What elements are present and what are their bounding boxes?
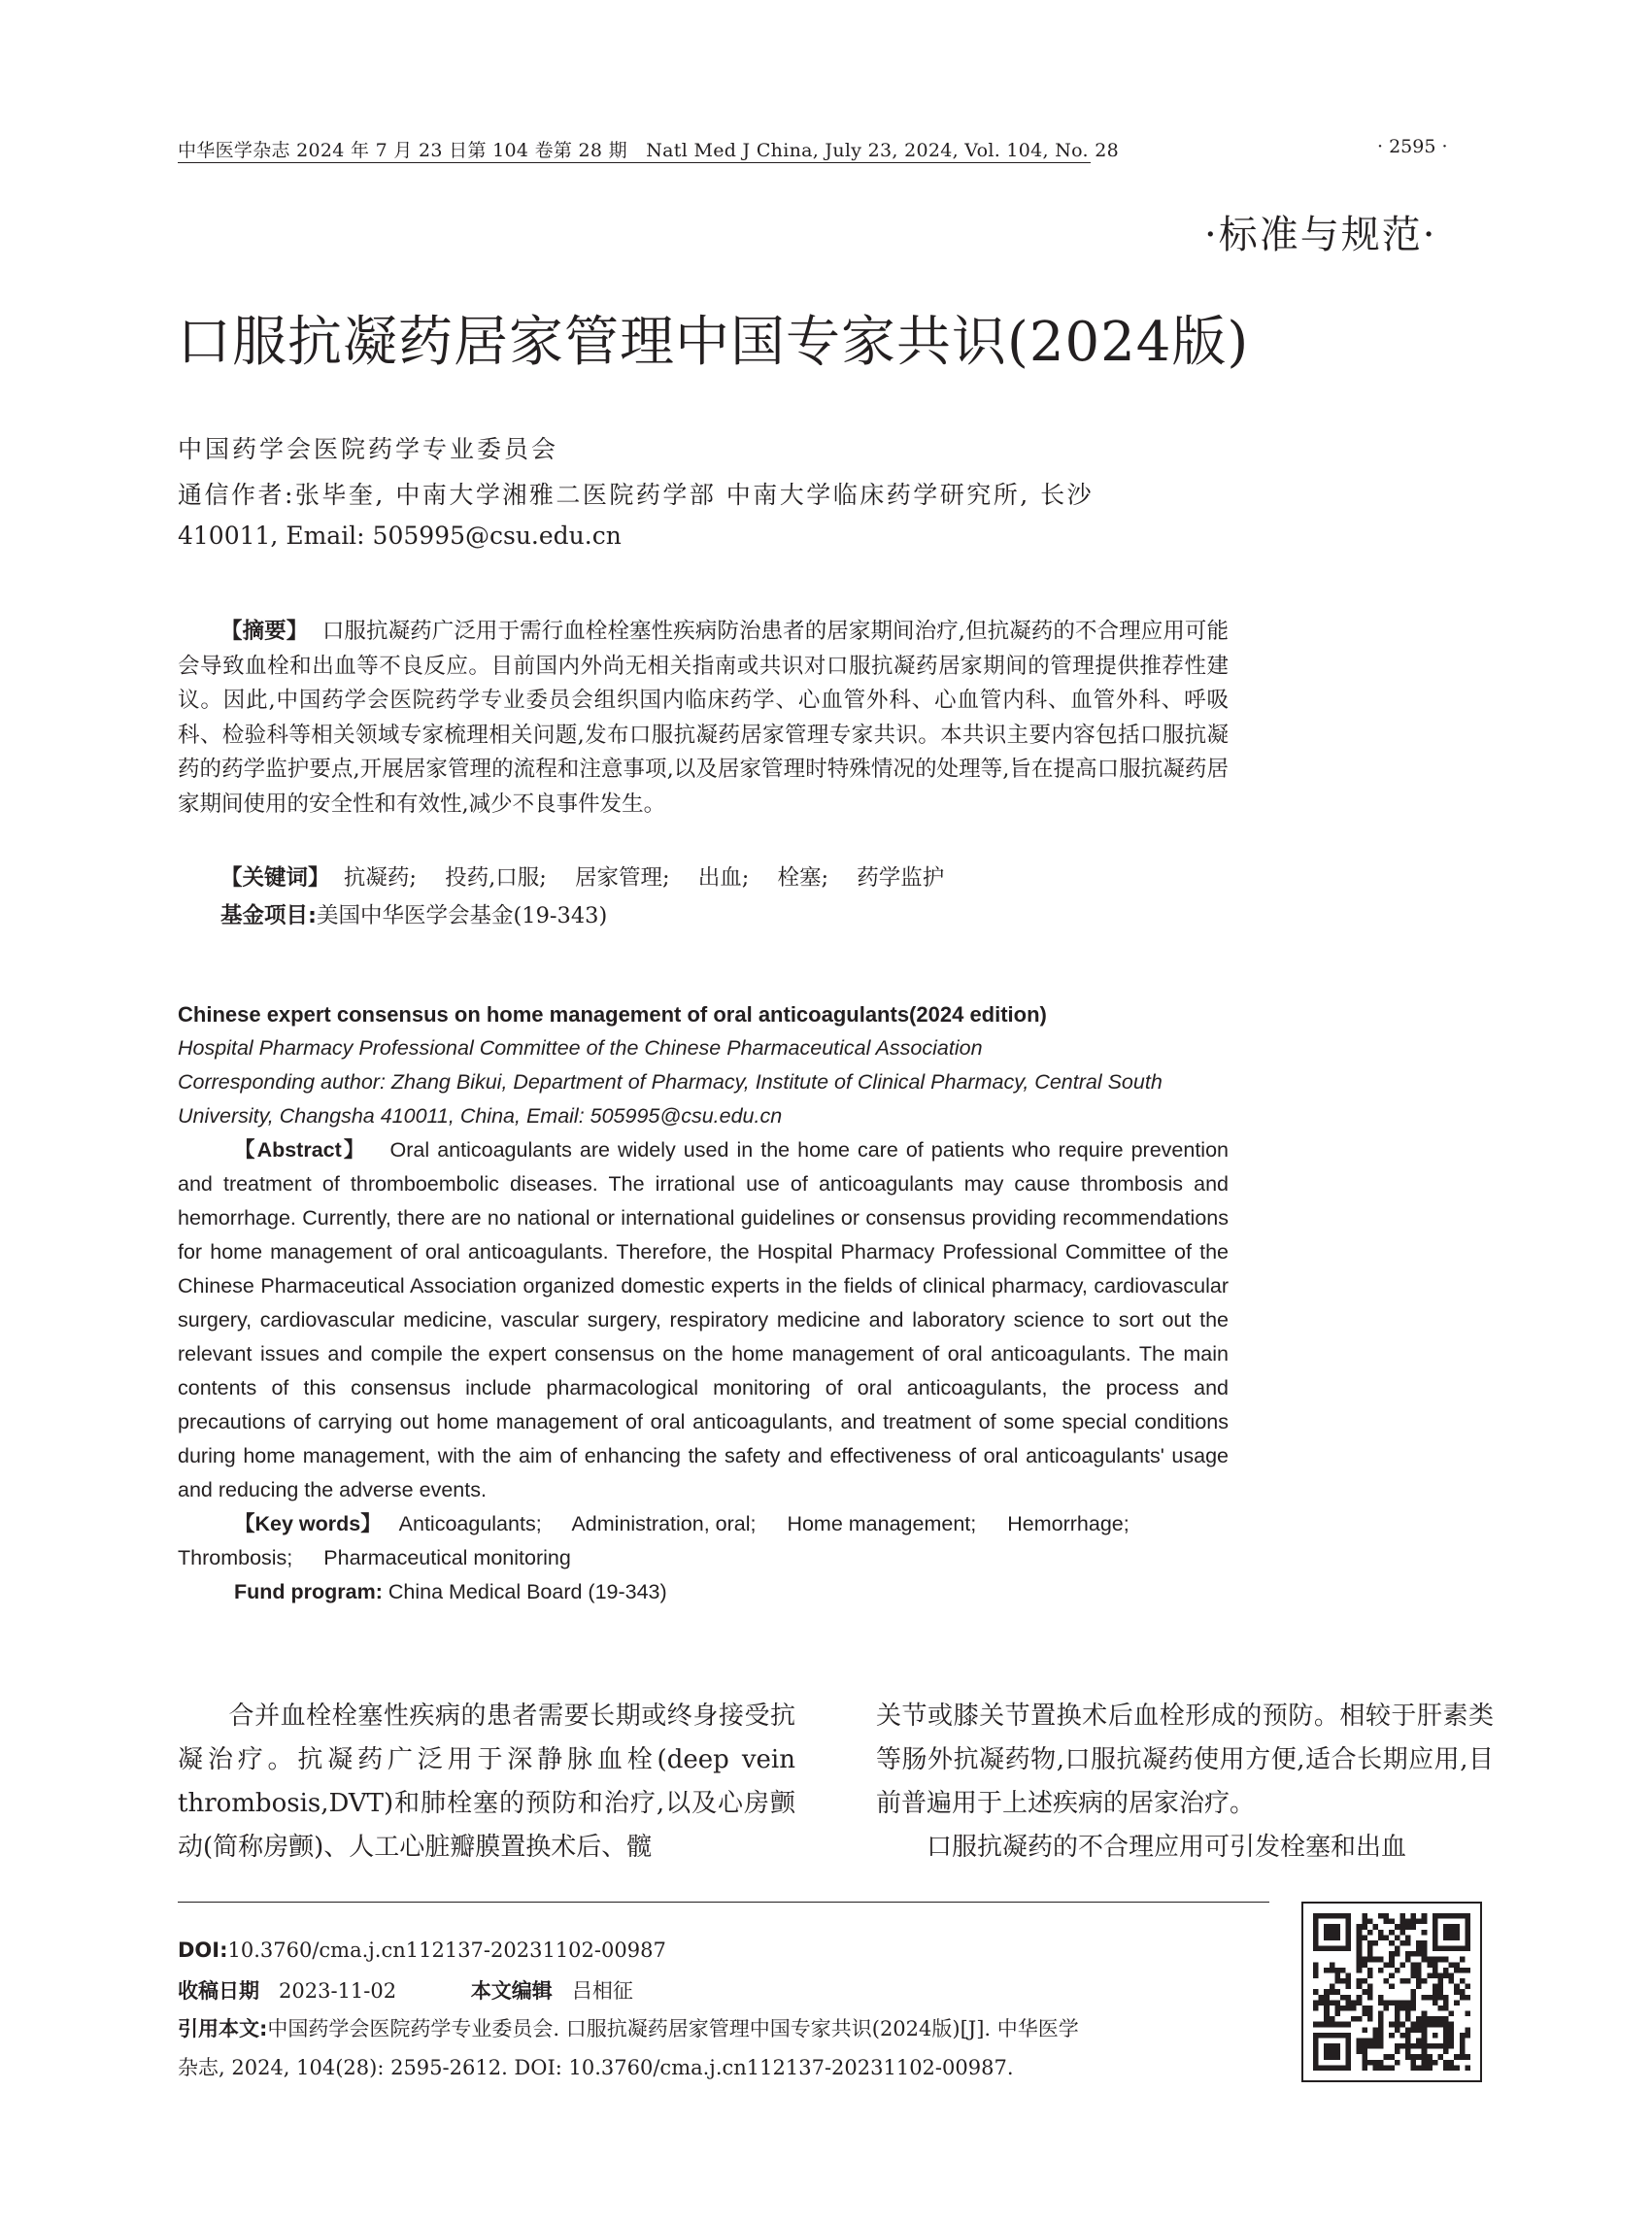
keyword-cn: 栓塞; [777,865,829,891]
keywords-cn [220,860,965,892]
abstract-cn [178,615,1229,822]
footer-rule [178,1902,1269,1903]
keyword-cn: 药学监护 [857,865,945,891]
running-header: 中华医学杂志 2024 年 7 月 23 日第 104 卷第 28 期 Natl Med J China, July 23, 2024, Vol. 104, No. 28 [178,140,1120,161]
abstract-cn-text: 口服抗凝药广泛用于需行血栓栓塞性疾病防治患者的居家期间治疗,但抗凝药的不合理应用可能会导致血栓和出血等不良反应。目前国内外尚无相关指南或共识对口服抗凝药居家期间的管理提供推荐性建议。因此,中国药学会医院药学专业委员会组织国内临床药学、心血管外科、心血管内科、血管外科、呼吸科、检验科等相关领域专家梳理相关问题,发布口服抗凝药居家管理专家共识。本共识主要内容包括口服抗凝药的药学监护要点,开展居家管理的流程和注意事项,以及居家管理时特殊情况的处理等,旨在提高口服抗凝药居家期间使用的安全性和有效性,减少不良事件发生。 [178,619,1229,817]
keyword-cn: 抗凝药; [343,865,417,891]
body-left-text: 合并血栓栓塞性疾病的患者需要长期或终身接受抗凝治疗。抗凝药广泛用于深静脉血栓(deep vein thrombosis,DVT)和肺栓塞的预防和治疗,以及心房颤动(简称房颤)、人工心脏瓣膜置换术后、髋 [178,1702,795,1862]
qr-code-frame[interactable] [1301,1902,1482,2082]
received-line [178,1975,633,2005]
keywords-cn-label: 【关键词】 [220,865,330,891]
keyword-en: Home management; [787,1512,977,1535]
keyword-cn: 居家管理; [574,865,670,891]
column-tag: ·标准与规范· [1204,213,1437,257]
received-label: 收稿日期 [178,1979,259,2003]
fund-en-label: Fund program: [234,1580,383,1603]
citation-text-1: 中国药学会医院药学专业委员会. 口服抗凝药居家管理中国专家共识(2024版)[J]. 中华医学 [267,2017,1079,2040]
fund-en [178,1575,1229,1609]
fund-en-text: China Medical Board (19-343) [388,1580,667,1603]
corresponding-author: 通信作者:张毕奎, 中南大学湘雅二医院药学部 中南大学临床药学研究所, 长沙 [178,481,1095,509]
citation-label: 引用本文: [178,2017,268,2040]
abstract-en-block [178,997,1229,1609]
qr-code-icon [1313,1913,1470,2071]
keywords-en [178,1507,1229,1575]
keyword-en: Thrombosis; [178,1546,293,1569]
keyword-en: Administration, oral; [571,1512,757,1535]
citation-line-2: 杂志, 2024, 104(28): 2595-2612. DOI: 10.3760/cma.j.cn112137-20231102-00987. [178,2056,1014,2079]
doi-value[interactable]: 10.3760/cma.j.cn112137-20231102-00987 [227,1938,666,1962]
keyword-en: Anticoagulants; [398,1512,542,1535]
fund-cn-label: 基金项目: [220,903,317,928]
abstract-en-label: 【Abstract】 [234,1138,367,1162]
body-column-right [876,1695,1494,1870]
received-date: 2023-11-02 [279,1979,397,2003]
page-number: · 2595 · [1377,136,1448,157]
abstract-en [178,1133,1229,1507]
body-right-text-1: 关节或膝关节置换术后血栓形成的预防。相较于肝素类等肠外抗凝药物,口服抗凝药使用方便,适合长期应用,目前普遍用于上述疾病的居家治疗。 [876,1702,1494,1818]
citation-line-1 [178,2013,1079,2042]
doi-line [178,1938,666,1962]
corresponding-author-en: Corresponding author: Zhang Bikui, Department of Pharmacy, Institute of Clinical Pharmacy, Central South University, Changsha 410011, China, Email: 505995@csu.edu.cn [178,1070,1163,1128]
keyword-en: Hemorrhage; [1007,1512,1129,1535]
editor-name: 吕相征 [571,1979,633,2003]
organization-en: Hospital Pharmacy Professional Committee of the Chinese Pharmaceutical Association [178,1036,983,1060]
body-right-text-2: 口服抗凝药的不合理应用可引发栓塞和出血 [927,1833,1407,1862]
abstract-en-text: Oral anticoagulants are widely used in the home care of patients who require prevention and treatment of thromboembolic diseases. The irrational use of anticoagulants may cause thrombosis and hemorrhage. Currently, there are no national or international guidelines or consensus providing recommendations for home management of oral anticoagulants. Therefore, the Hospital Pharmacy Professional Committee of the Chinese Pharmaceutical Association organized domestic experts in the fields of clinical pharmacy, cardiovascular surgery, cardiovascular medicine, vascular surgery, respiratory medicine and laboratory science to sort out the relevant issues and compile the expert consensus on the home management of oral anticoagulants. The main contents of this consensus include pharmacological monitoring of oral anticoagulants, the process and precautions of carrying out home management of oral anticoagulants, and treatment of some special conditions during home management, with the aim of enhancing the safety and effectiveness of oral anticoagulants' usage and reducing the adverse events. [178,1138,1230,1501]
header-rule [178,162,1091,163]
keyword-cn: 出血; [697,865,750,891]
abstract-cn-label: 【摘要】 [220,619,309,644]
doi-label: DOI: [178,1938,228,1962]
keywords-en-label: 【Key words】 [234,1512,382,1535]
title-en: Chinese expert consensus on home management of oral anticoagulants(2024 edition) [178,1002,1047,1027]
corresponding-author-email: 410011, Email: 505995@csu.edu.cn [178,522,622,550]
keyword-cn: 投药,口服; [445,865,547,891]
fund-cn [220,898,607,929]
keyword-en: Pharmaceutical monitoring [323,1546,571,1569]
fund-cn-text: 美国中华医学会基金(19-343) [317,903,608,928]
article-title: 口服抗凝药居家管理中国专家共识(2024版) [177,311,1250,374]
author-organization: 中国药学会医院药学专业委员会 [178,435,559,463]
editor-label: 本文编辑 [470,1979,553,2003]
body-column-left [178,1695,795,1870]
